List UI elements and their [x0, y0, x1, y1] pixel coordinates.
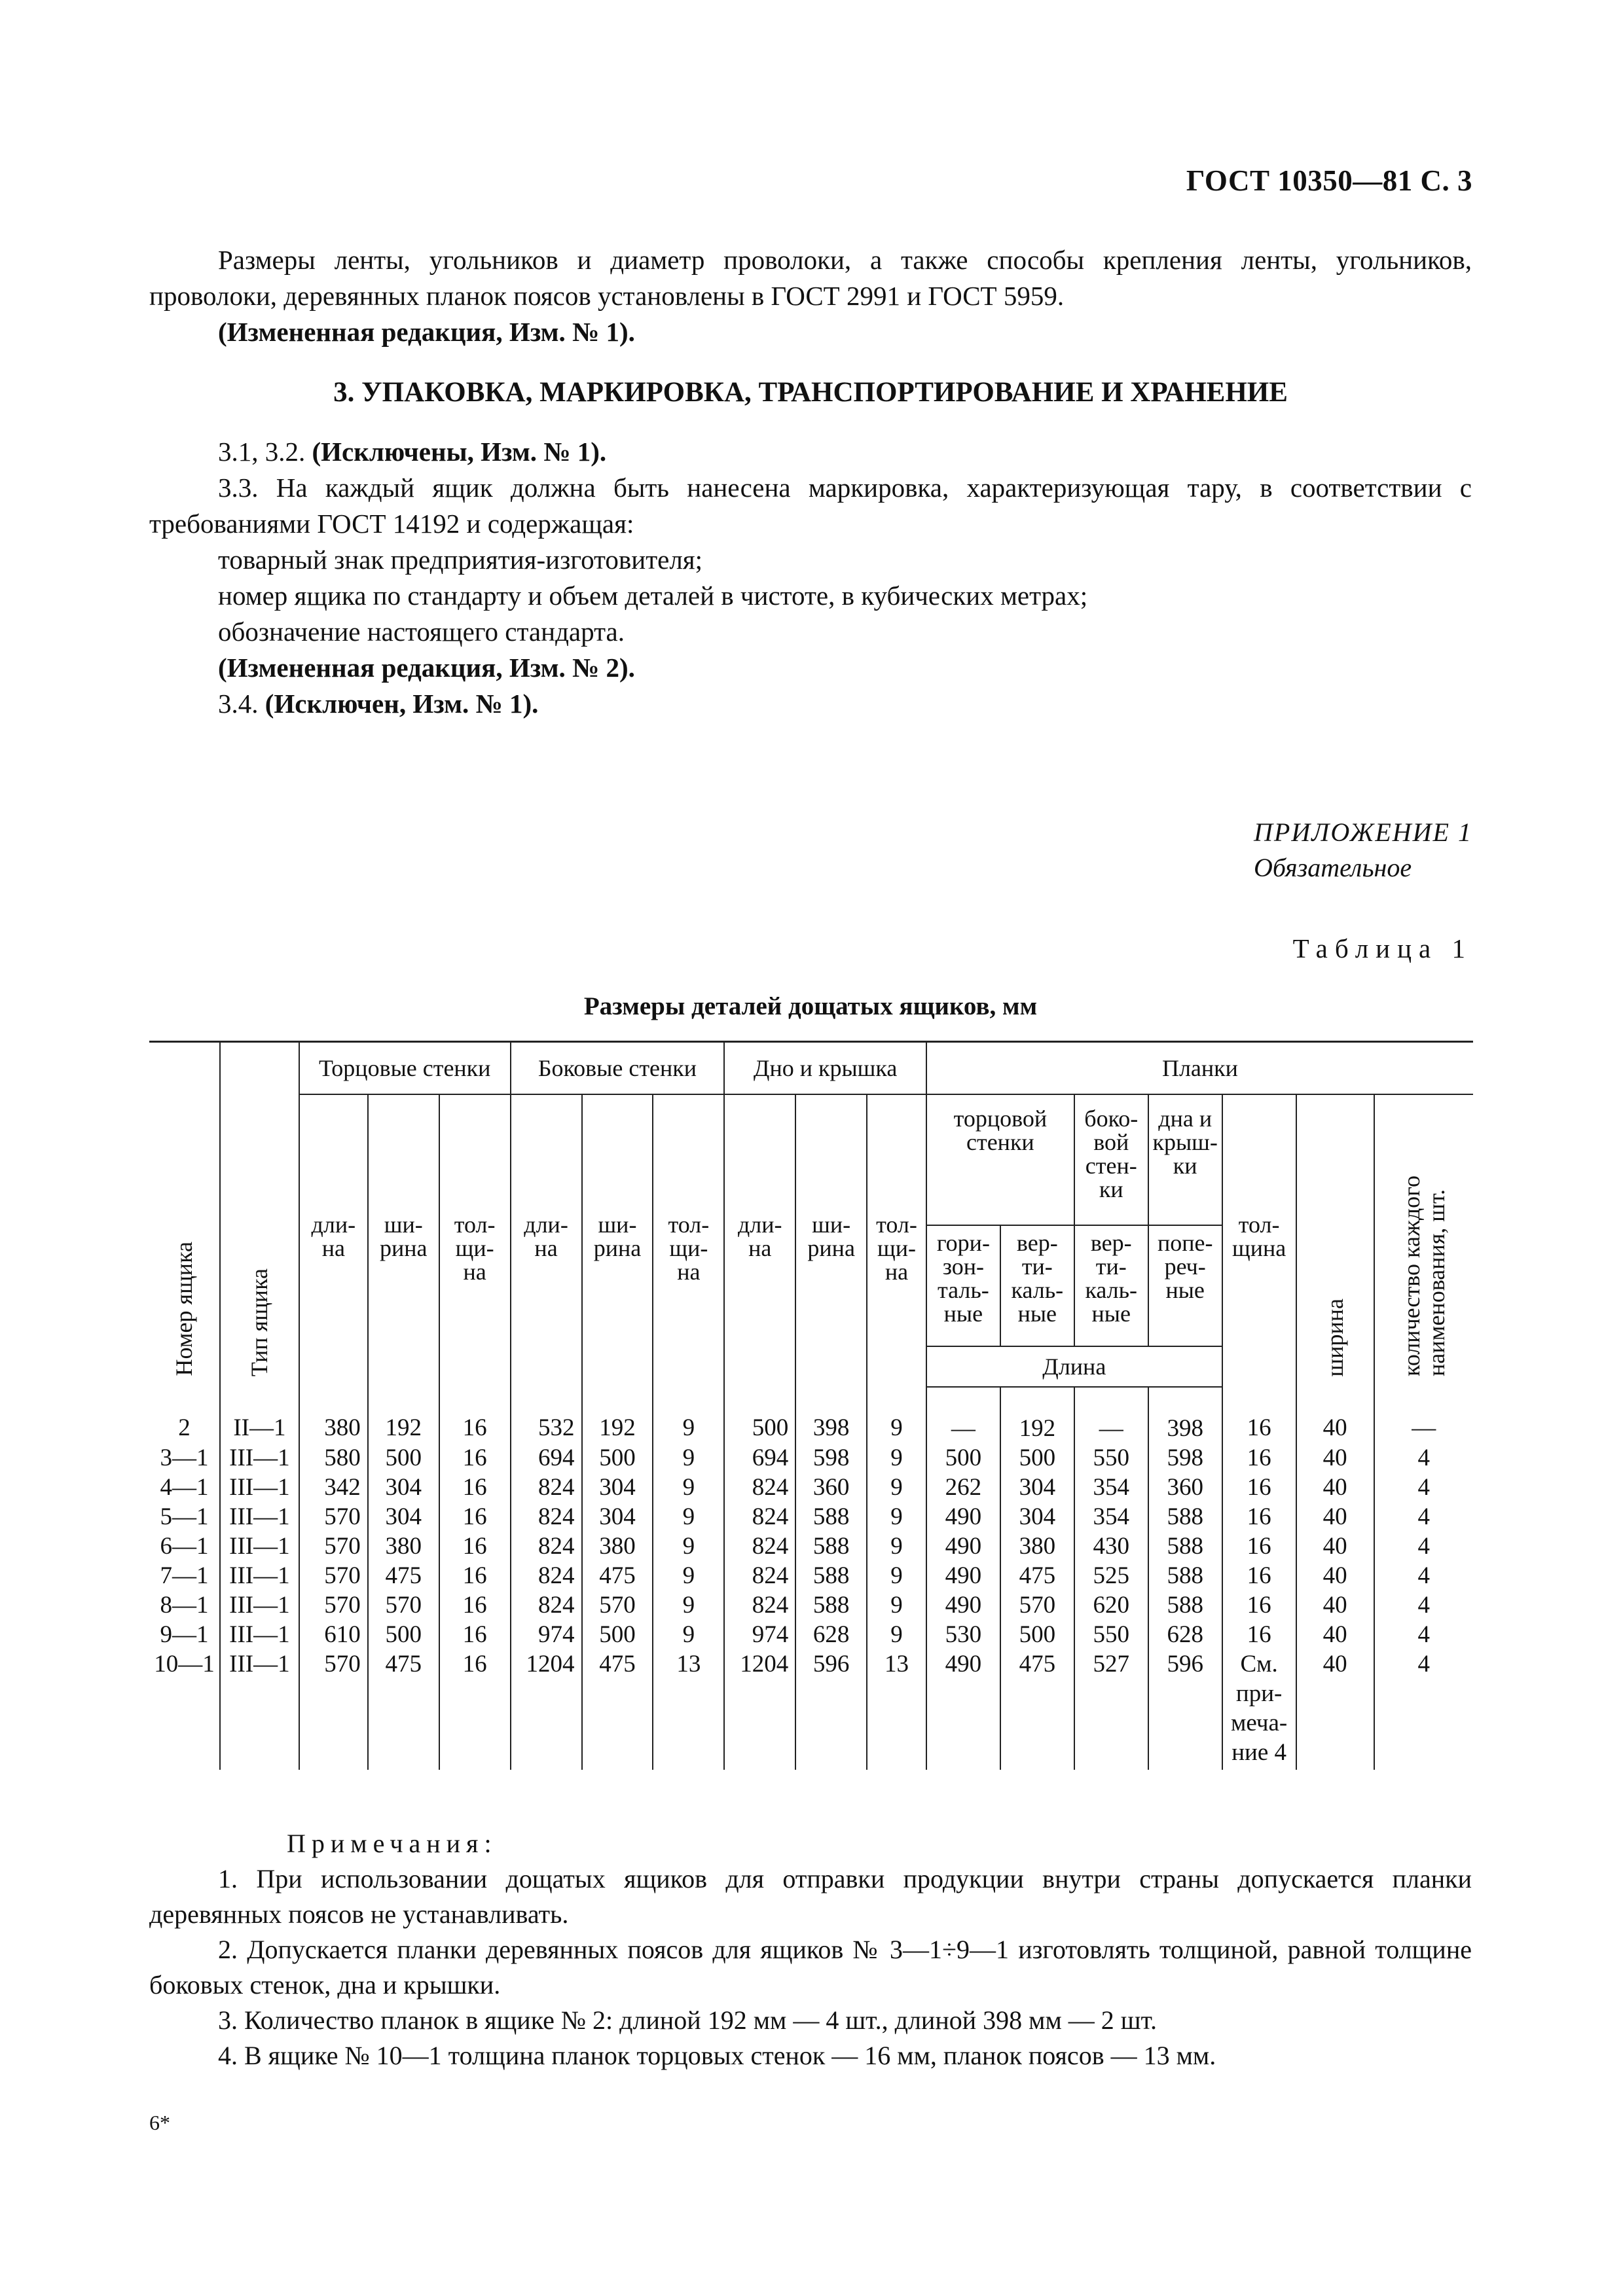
table-cell: 500 [926, 1443, 1000, 1473]
table-cell: 475 [1000, 1649, 1074, 1770]
table-cell: 824 [511, 1502, 582, 1532]
table-row [149, 1590, 1473, 1620]
table-cell: 588 [1148, 1590, 1222, 1620]
table-row [149, 1620, 1473, 1649]
clause-number: 3.1, 3.2. [218, 437, 312, 467]
note-item: 4. В ящике № 10—1 толщина планок торцовых стенок — 16 мм, планок поясов — 13 мм. [218, 2041, 1216, 2070]
header-thickness: тол- щи- на [867, 1094, 926, 1387]
table-cell: — [1374, 1387, 1473, 1443]
table-cell: III—1 [220, 1561, 299, 1590]
table-cell: 4—1 [149, 1473, 220, 1502]
clause-number: 3.4. [218, 689, 265, 719]
table-cell: III—1 [220, 1443, 299, 1473]
table-cell: 628 [795, 1620, 867, 1649]
table-cell: 262 [926, 1473, 1000, 1502]
table-cell: 500 [582, 1443, 653, 1473]
table-cell: 304 [582, 1473, 653, 1502]
table-cell: 824 [724, 1561, 795, 1590]
notes-block [149, 1826, 1472, 2073]
table-cell: 9 [867, 1387, 926, 1443]
running-head: ГОСТ 10350—81 С. 3 [1186, 164, 1472, 197]
dimensions-table [149, 1041, 1473, 1770]
table-cell: 40 [1296, 1532, 1374, 1561]
table-cell: 580 [299, 1443, 368, 1473]
header-horizontal: гори- зон- таль- ные [926, 1225, 1000, 1346]
header-bottom-lid-planks: дна и крыш- ки [1148, 1094, 1222, 1225]
table-cell: 4 [1374, 1502, 1473, 1532]
table-cell: 500 [1000, 1620, 1074, 1649]
table-cell: 16 [439, 1649, 511, 1770]
appendix-subtitle: Обязательное [1254, 853, 1412, 882]
table-cell: 16 [439, 1561, 511, 1590]
clause-status: (Исключены, Изм. № 1). [312, 437, 607, 467]
table-cell: 360 [1148, 1473, 1222, 1502]
table-cell: 9 [867, 1590, 926, 1620]
table-cell: 974 [724, 1620, 795, 1649]
header-quantity [1374, 1094, 1473, 1387]
table-cell: 9 [653, 1387, 724, 1443]
table-row [149, 1443, 1473, 1473]
table-cell: 490 [926, 1502, 1000, 1532]
header-label: ширина [1322, 1298, 1349, 1376]
header-width: ши- рина [582, 1094, 653, 1387]
table-cell: 16 [439, 1443, 511, 1473]
table-title: Размеры деталей дощатых ящиков, мм [583, 992, 1038, 1020]
table-cell: 16 [1222, 1387, 1296, 1443]
table-cell: 16 [439, 1620, 511, 1649]
table-cell: 380 [299, 1387, 368, 1443]
table-cell: 16 [1222, 1532, 1296, 1561]
table-cell: 398 [795, 1387, 867, 1443]
table-cell: 9 [653, 1590, 724, 1620]
table-cell: 532 [511, 1387, 582, 1443]
header-box-number [149, 1042, 220, 1388]
header-end-walls: Торцовые стенки [299, 1042, 511, 1095]
table-cell: 620 [1074, 1590, 1148, 1620]
table-cell: II—1 [220, 1387, 299, 1443]
intro-paragraph: Размеры ленты, угольников и диаметр проволоки, а также способы крепления ленты, угольников, проволоки, деревянных планок поясов установлены в ГОСТ 2991 и ГОСТ 5959. [149, 245, 1472, 311]
table-cell: 490 [926, 1590, 1000, 1620]
note-item: 3. Количество планок в ящике № 2: длиной 192 мм — 4 шт., длиной 398 мм — 2 шт. [218, 2005, 1158, 2035]
table-cell: 588 [1148, 1502, 1222, 1532]
table-cell: 570 [582, 1590, 653, 1620]
table-cell: — [926, 1387, 1000, 1443]
table-cell: 7—1 [149, 1561, 220, 1590]
table-cell: 500 [724, 1387, 795, 1443]
header-length: дли- на [511, 1094, 582, 1387]
table-cell: 4 [1374, 1649, 1473, 1770]
table-cell: 40 [1296, 1502, 1374, 1532]
table-cell: 475 [368, 1561, 439, 1590]
table-cell: 2 [149, 1387, 220, 1443]
table-cell: III—1 [220, 1473, 299, 1502]
table-cell: 304 [1000, 1502, 1074, 1532]
table-cell: 16 [1222, 1620, 1296, 1649]
notes-title: Примечания: [287, 1829, 498, 1858]
table-cell: 9—1 [149, 1620, 220, 1649]
table-row [149, 1502, 1473, 1532]
table-cell: 13 [653, 1649, 724, 1770]
table-cell: 9 [867, 1473, 926, 1502]
table-cell: 694 [724, 1443, 795, 1473]
table-cell: — [1074, 1387, 1148, 1443]
table-cell: 304 [1000, 1473, 1074, 1502]
table-cell: 8—1 [149, 1590, 220, 1620]
appendix-heading [1254, 815, 1472, 886]
table-cell: 598 [795, 1443, 867, 1473]
table-cell: 588 [795, 1561, 867, 1590]
table-cell: III—1 [220, 1502, 299, 1532]
table-cell: 430 [1074, 1532, 1148, 1561]
table-cell: 16 [1222, 1502, 1296, 1532]
clause-3-4 [149, 686, 1472, 722]
table-row [149, 1532, 1473, 1561]
header-length: дли- на [299, 1094, 368, 1387]
table-cell: 570 [299, 1532, 368, 1561]
table-cell: 6—1 [149, 1532, 220, 1561]
table-cell: 9 [653, 1473, 724, 1502]
header-label: Номер ящика [171, 1242, 198, 1376]
table-cell: 192 [368, 1387, 439, 1443]
table-cell: 824 [724, 1502, 795, 1532]
table-cell: 40 [1296, 1561, 1374, 1590]
table-cell: 16 [439, 1532, 511, 1561]
table-cell: 360 [795, 1473, 867, 1502]
table-cell: 596 [795, 1649, 867, 1770]
table-cell: 4 [1374, 1443, 1473, 1473]
table-cell: 475 [368, 1649, 439, 1770]
table-cell: 824 [724, 1532, 795, 1561]
table-cell: 824 [511, 1473, 582, 1502]
list-item: обозначение настоящего стандарта. [218, 617, 625, 647]
table-cell: 5—1 [149, 1502, 220, 1532]
list-item: товарный знак предприятия-изготовителя; [218, 545, 703, 575]
table-cell: 9 [867, 1443, 926, 1473]
header-box-type [220, 1042, 299, 1388]
section-body [149, 434, 1472, 722]
table-cell: 490 [926, 1532, 1000, 1561]
amendment-note: (Измененная редакция, Изм. № 1). [218, 317, 635, 347]
section-title: 3. УПАКОВКА, МАРКИРОВКА, ТРАНСПОРТИРОВАНИЕ И ХРАНЕНИЕ [333, 377, 1288, 408]
header-thickness: тол- щи- на [653, 1094, 724, 1387]
header-plank-thickness: тол- щина [1222, 1094, 1296, 1387]
clause-3-3: 3.3. На каждый ящик должна быть нанесена маркировка, характеризующая тару, в соответствии с требованиями ГОСТ 14192 и содержащая: [149, 473, 1472, 539]
header-plank-width [1296, 1094, 1374, 1387]
header-label: Тип ящика [246, 1268, 273, 1376]
table-cell: 192 [582, 1387, 653, 1443]
table-cell: 16 [439, 1387, 511, 1443]
table-cell: III—1 [220, 1649, 299, 1770]
table-cell: 570 [1000, 1590, 1074, 1620]
table-cell: 380 [582, 1532, 653, 1561]
header-end-wall-planks: торцовой стенки [926, 1094, 1074, 1225]
header-thickness: тол- щи- на [439, 1094, 511, 1387]
table-cell: 354 [1074, 1473, 1148, 1502]
table-cell: 16 [439, 1473, 511, 1502]
header-plank-length: Длина [926, 1346, 1222, 1387]
table-cell: 490 [926, 1561, 1000, 1590]
table-cell: 475 [1000, 1561, 1074, 1590]
table-cell: 525 [1074, 1561, 1148, 1590]
table-cell: См. при- меча- ние 4 [1222, 1649, 1296, 1770]
table-cell: 824 [724, 1473, 795, 1502]
table-cell: 596 [1148, 1649, 1222, 1770]
header-side-walls: Боковые стенки [511, 1042, 725, 1095]
table-cell: 824 [511, 1561, 582, 1590]
table-cell: 628 [1148, 1620, 1222, 1649]
table-cell: 342 [299, 1473, 368, 1502]
table-cell: 9 [653, 1502, 724, 1532]
clause-3-1 [149, 434, 1472, 470]
table-cell: 380 [1000, 1532, 1074, 1561]
table-cell: 598 [1148, 1443, 1222, 1473]
table-cell: 527 [1074, 1649, 1148, 1770]
header-planks: Планки [926, 1042, 1473, 1095]
table-cell: 500 [368, 1443, 439, 1473]
table-cell: 40 [1296, 1620, 1374, 1649]
table-cell: 304 [368, 1473, 439, 1502]
table-cell: 530 [926, 1620, 1000, 1649]
table-body [149, 1387, 1473, 1770]
table-cell: 3—1 [149, 1443, 220, 1473]
table-cell: 1204 [511, 1649, 582, 1770]
table-cell: 4 [1374, 1532, 1473, 1561]
table-cell: 570 [299, 1590, 368, 1620]
note-item: 1. При использовании дощатых ящиков для отправки продукции внутри страны допускается планки деревянных поясов не устанавливать. [149, 1864, 1472, 1929]
table-cell: 16 [1222, 1443, 1296, 1473]
table-cell: 16 [1222, 1561, 1296, 1590]
header-side-wall-planks: боко- вой стен- ки [1074, 1094, 1148, 1225]
table-cell: 16 [439, 1590, 511, 1620]
appendix-title: ПРИЛОЖЕНИЕ 1 [1254, 817, 1472, 847]
table-cell: 588 [1148, 1532, 1222, 1561]
clause-status: (Исключен, Изм. № 1). [264, 689, 539, 719]
table-cell: III—1 [220, 1590, 299, 1620]
table-cell: 500 [1000, 1443, 1074, 1473]
table-cell: 398 [1148, 1387, 1222, 1443]
list-item: номер ящика по стандарту и объем деталей в чистоте, в кубических метрах; [218, 581, 1088, 611]
header-vertical: вер- ти- каль- ные [1074, 1225, 1148, 1346]
table-cell: 9 [653, 1532, 724, 1561]
table-cell: 824 [724, 1590, 795, 1620]
table-cell: 610 [299, 1620, 368, 1649]
header-length: дли- на [724, 1094, 795, 1387]
table-row [149, 1473, 1473, 1502]
table-cell: 40 [1296, 1473, 1374, 1502]
table-cell: 500 [368, 1620, 439, 1649]
table-cell: 570 [299, 1502, 368, 1532]
table-cell: 500 [582, 1620, 653, 1649]
table-cell: 4 [1374, 1620, 1473, 1649]
table-cell: 304 [368, 1502, 439, 1532]
table-cell: 9 [867, 1561, 926, 1590]
table-cell: 9 [653, 1620, 724, 1649]
table-cell: 570 [299, 1561, 368, 1590]
table-cell: 588 [1148, 1561, 1222, 1590]
table-cell: 570 [299, 1649, 368, 1770]
table-cell: 974 [511, 1620, 582, 1649]
table-row [149, 1649, 1473, 1770]
header-bottom-lid: Дно и крышка [724, 1042, 926, 1095]
table-cell: 192 [1000, 1387, 1074, 1443]
table-cell: 694 [511, 1443, 582, 1473]
table-cell: 354 [1074, 1502, 1148, 1532]
table-cell: III—1 [220, 1532, 299, 1561]
table-cell: 824 [511, 1590, 582, 1620]
header-transverse: попе- реч- ные [1148, 1225, 1222, 1346]
table-cell: 550 [1074, 1443, 1148, 1473]
table-cell: 9 [867, 1532, 926, 1561]
table-cell: 570 [368, 1590, 439, 1620]
page-mark: 6* [149, 2111, 170, 2134]
note-item: 2. Допускается планки деревянных поясов для ящиков № 3—1÷9—1 изготовлять толщиной, равной толщине боковых стенок, дна и крышки. [149, 1935, 1472, 2000]
header-width: ши- рина [795, 1094, 867, 1387]
table-cell: 16 [1222, 1473, 1296, 1502]
table-cell: 4 [1374, 1590, 1473, 1620]
table-cell: 9 [867, 1620, 926, 1649]
table-cell: 588 [795, 1590, 867, 1620]
table-cell: 40 [1296, 1649, 1374, 1770]
table-cell: 550 [1074, 1620, 1148, 1649]
intro-block [149, 242, 1472, 350]
table-cell: 4 [1374, 1473, 1473, 1502]
header-label: количество каждого наименования, шт. [1398, 1175, 1450, 1376]
table-label: Таблица 1 [1292, 933, 1472, 963]
table-cell: 9 [867, 1502, 926, 1532]
table-cell: 824 [511, 1532, 582, 1561]
table-cell: 16 [439, 1502, 511, 1532]
table-cell: 1204 [724, 1649, 795, 1770]
table-cell: 475 [582, 1649, 653, 1770]
table-row [149, 1561, 1473, 1590]
table-row [149, 1387, 1473, 1443]
header-vertical: вер- ти- каль- ные [1000, 1225, 1074, 1346]
table-cell: 9 [653, 1561, 724, 1590]
table-cell: 588 [795, 1532, 867, 1561]
table-cell: 475 [582, 1561, 653, 1590]
table-cell: 40 [1296, 1590, 1374, 1620]
table-cell: 10—1 [149, 1649, 220, 1770]
amendment-note: (Измененная редакция, Изм. № 2). [218, 653, 635, 683]
table-cell: 40 [1296, 1443, 1374, 1473]
table-cell: 40 [1296, 1387, 1374, 1443]
table-cell: 380 [368, 1532, 439, 1561]
table-cell: 588 [795, 1502, 867, 1532]
table-cell: 16 [1222, 1590, 1296, 1620]
header-width: ши- рина [368, 1094, 439, 1387]
table-cell: 9 [653, 1443, 724, 1473]
table-cell: 304 [582, 1502, 653, 1532]
table-cell: 4 [1374, 1561, 1473, 1590]
table-cell: 13 [867, 1649, 926, 1770]
table-cell: III—1 [220, 1620, 299, 1649]
table-cell: 490 [926, 1649, 1000, 1770]
